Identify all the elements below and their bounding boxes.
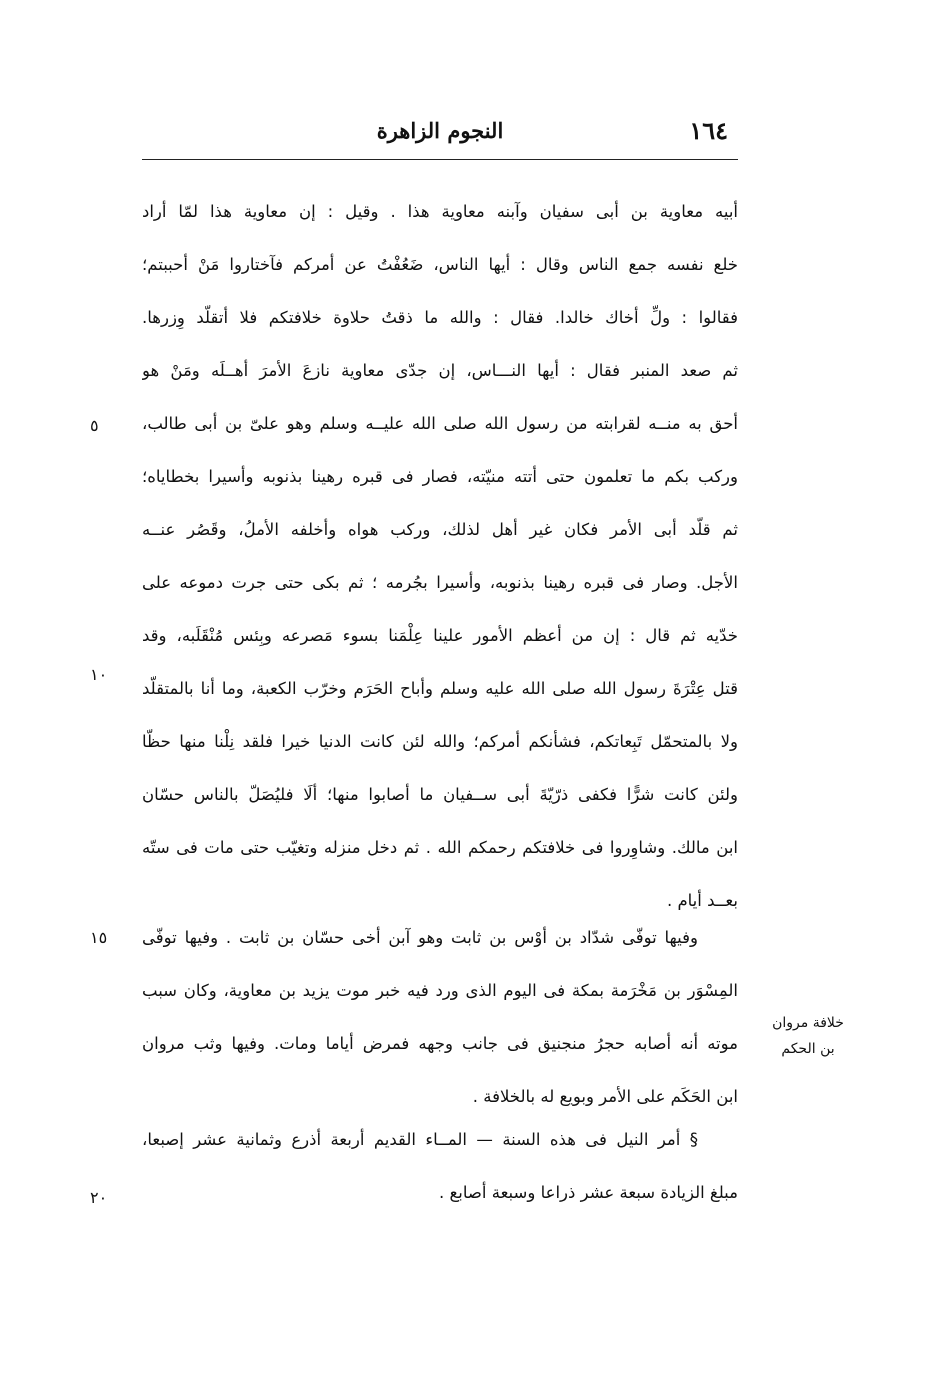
text-line: ولا بالمتحمّل تَبِعاتكم، فشأنكم أمركم؛ والله لئن كانت الدنيا خيرا فلقد نِلْنا منها حظّا xyxy=(142,732,738,751)
text-line: فقالوا : ولِّ أخاك خالدا. فقال : والله ما ذقتُ حلاوة خلافتكم فلا أتقلّد وِزرها. xyxy=(142,308,738,327)
paragraph-nile xyxy=(142,1113,738,1219)
text-line: خدّيه ثم قال : إن من أعظم الأمور علينا عِلْمَنا بسوء مَصرعه وبِئس مُنْقَلَبه، وقد xyxy=(142,626,738,645)
text-line: أبيه معاوية بن أبى سفيان وآبنه معاوية هذا . وقيل : إن معاوية هذا لمّا أراد xyxy=(142,202,738,221)
side-note-line: خلافة مروان xyxy=(772,1015,844,1031)
text-line: موته أنه أصابه حجرُ منجنيق فى جانب وجهه فمرض أياما ومات. وفيها وثب مروان xyxy=(142,1034,738,1053)
text-line: وركب بكم ما تعلمون حتى أتته منيّته، فصار فى قبره رهينا بذنوبه وأسيرا بخطاياه؛ xyxy=(142,467,738,486)
text-line: وفيها توفّى شدّاد بن أوْس بن ثابت وهو آبن أخى حسّان بن ثابت . وفيها توفّى xyxy=(142,928,698,947)
paragraph-muawiya-speech xyxy=(142,185,738,927)
text-line: الأجل. وصار فى قبره رهينا بذنوبه، وأسيرا بجُرمه ؛ ثم بكى حتى جرت دموعه على xyxy=(142,573,738,592)
running-title: النجوم الزاهرة xyxy=(376,118,504,143)
text-line: بعــد أيام . xyxy=(666,891,738,910)
text-line: ثم صعد المنبر فقال : أيها النـــاس، إن جدّى معاوية نازعَ الأمرَ أهــلَه ومَنْ هو xyxy=(142,361,738,380)
paragraph-deaths xyxy=(142,911,738,1123)
line-marker-10: ١٠ xyxy=(90,665,108,684)
text-line: ابن مالك. وشاوِروا فى خلافتكم رحمكم الله . ثم دخل منزله وتغيّب حتى مات فى ستّه xyxy=(142,838,738,857)
header-rule xyxy=(142,159,738,160)
text-line: أحق به منــه لقرابته من رسول الله صلى الله عليــه وسلم وهو علىّ بن أبى طالب، xyxy=(142,414,738,433)
page-header xyxy=(142,112,738,152)
side-note xyxy=(768,1010,848,1062)
line-marker-5: ٥ xyxy=(90,416,99,435)
text-line: ثم قلّد أبى الأمر فكان غير أهل لذلك، وركب هواه وأخلفه الأملُ، وقَصُر عنــه xyxy=(142,520,738,539)
text-line: المِسْوَر بن مَخْرَمة بمكة فى اليوم الذى ورد فيه خبر موت يزيد بن معاوية، وكان سبب xyxy=(142,981,738,1000)
text-line: قتل عِتْرَةَ رسول الله صلى الله عليه وسلم وأباح الحَرَم وخرّب الكعبة، وما أنا بالمتقلّد xyxy=(142,679,738,698)
line-marker-20: ٢٠ xyxy=(90,1188,108,1207)
text-line: مبلغ الزيادة سبعة عشر ذراعا وسبعة أصابع . xyxy=(439,1183,738,1202)
text-line: ابن الحَكَم على الأمر وبويع له بالخلافة . xyxy=(472,1087,738,1106)
page-number: ١٦٤ xyxy=(689,116,728,145)
side-note-line: بن الحكم xyxy=(781,1041,835,1057)
text-line: § أمر النيل فى هذه السنة — المــاء القديم أربعة أذرع وثمانية عشر إصبعا، xyxy=(142,1130,698,1149)
text-line: ولئن كانت شرًّا فكفى ذرّيّةَ أبى ســفيان ما أصابوا منها؛ ألَا فليُصَلّ بالناس حسّان xyxy=(142,785,738,804)
text-line: خلع نفسه جمع الناس وقال : أيها الناس، ضَعُفْتُ عن أمركم فآختاروا مَنْ أحببتم؛ xyxy=(142,255,738,274)
line-marker-15: ١٥ xyxy=(90,928,108,947)
